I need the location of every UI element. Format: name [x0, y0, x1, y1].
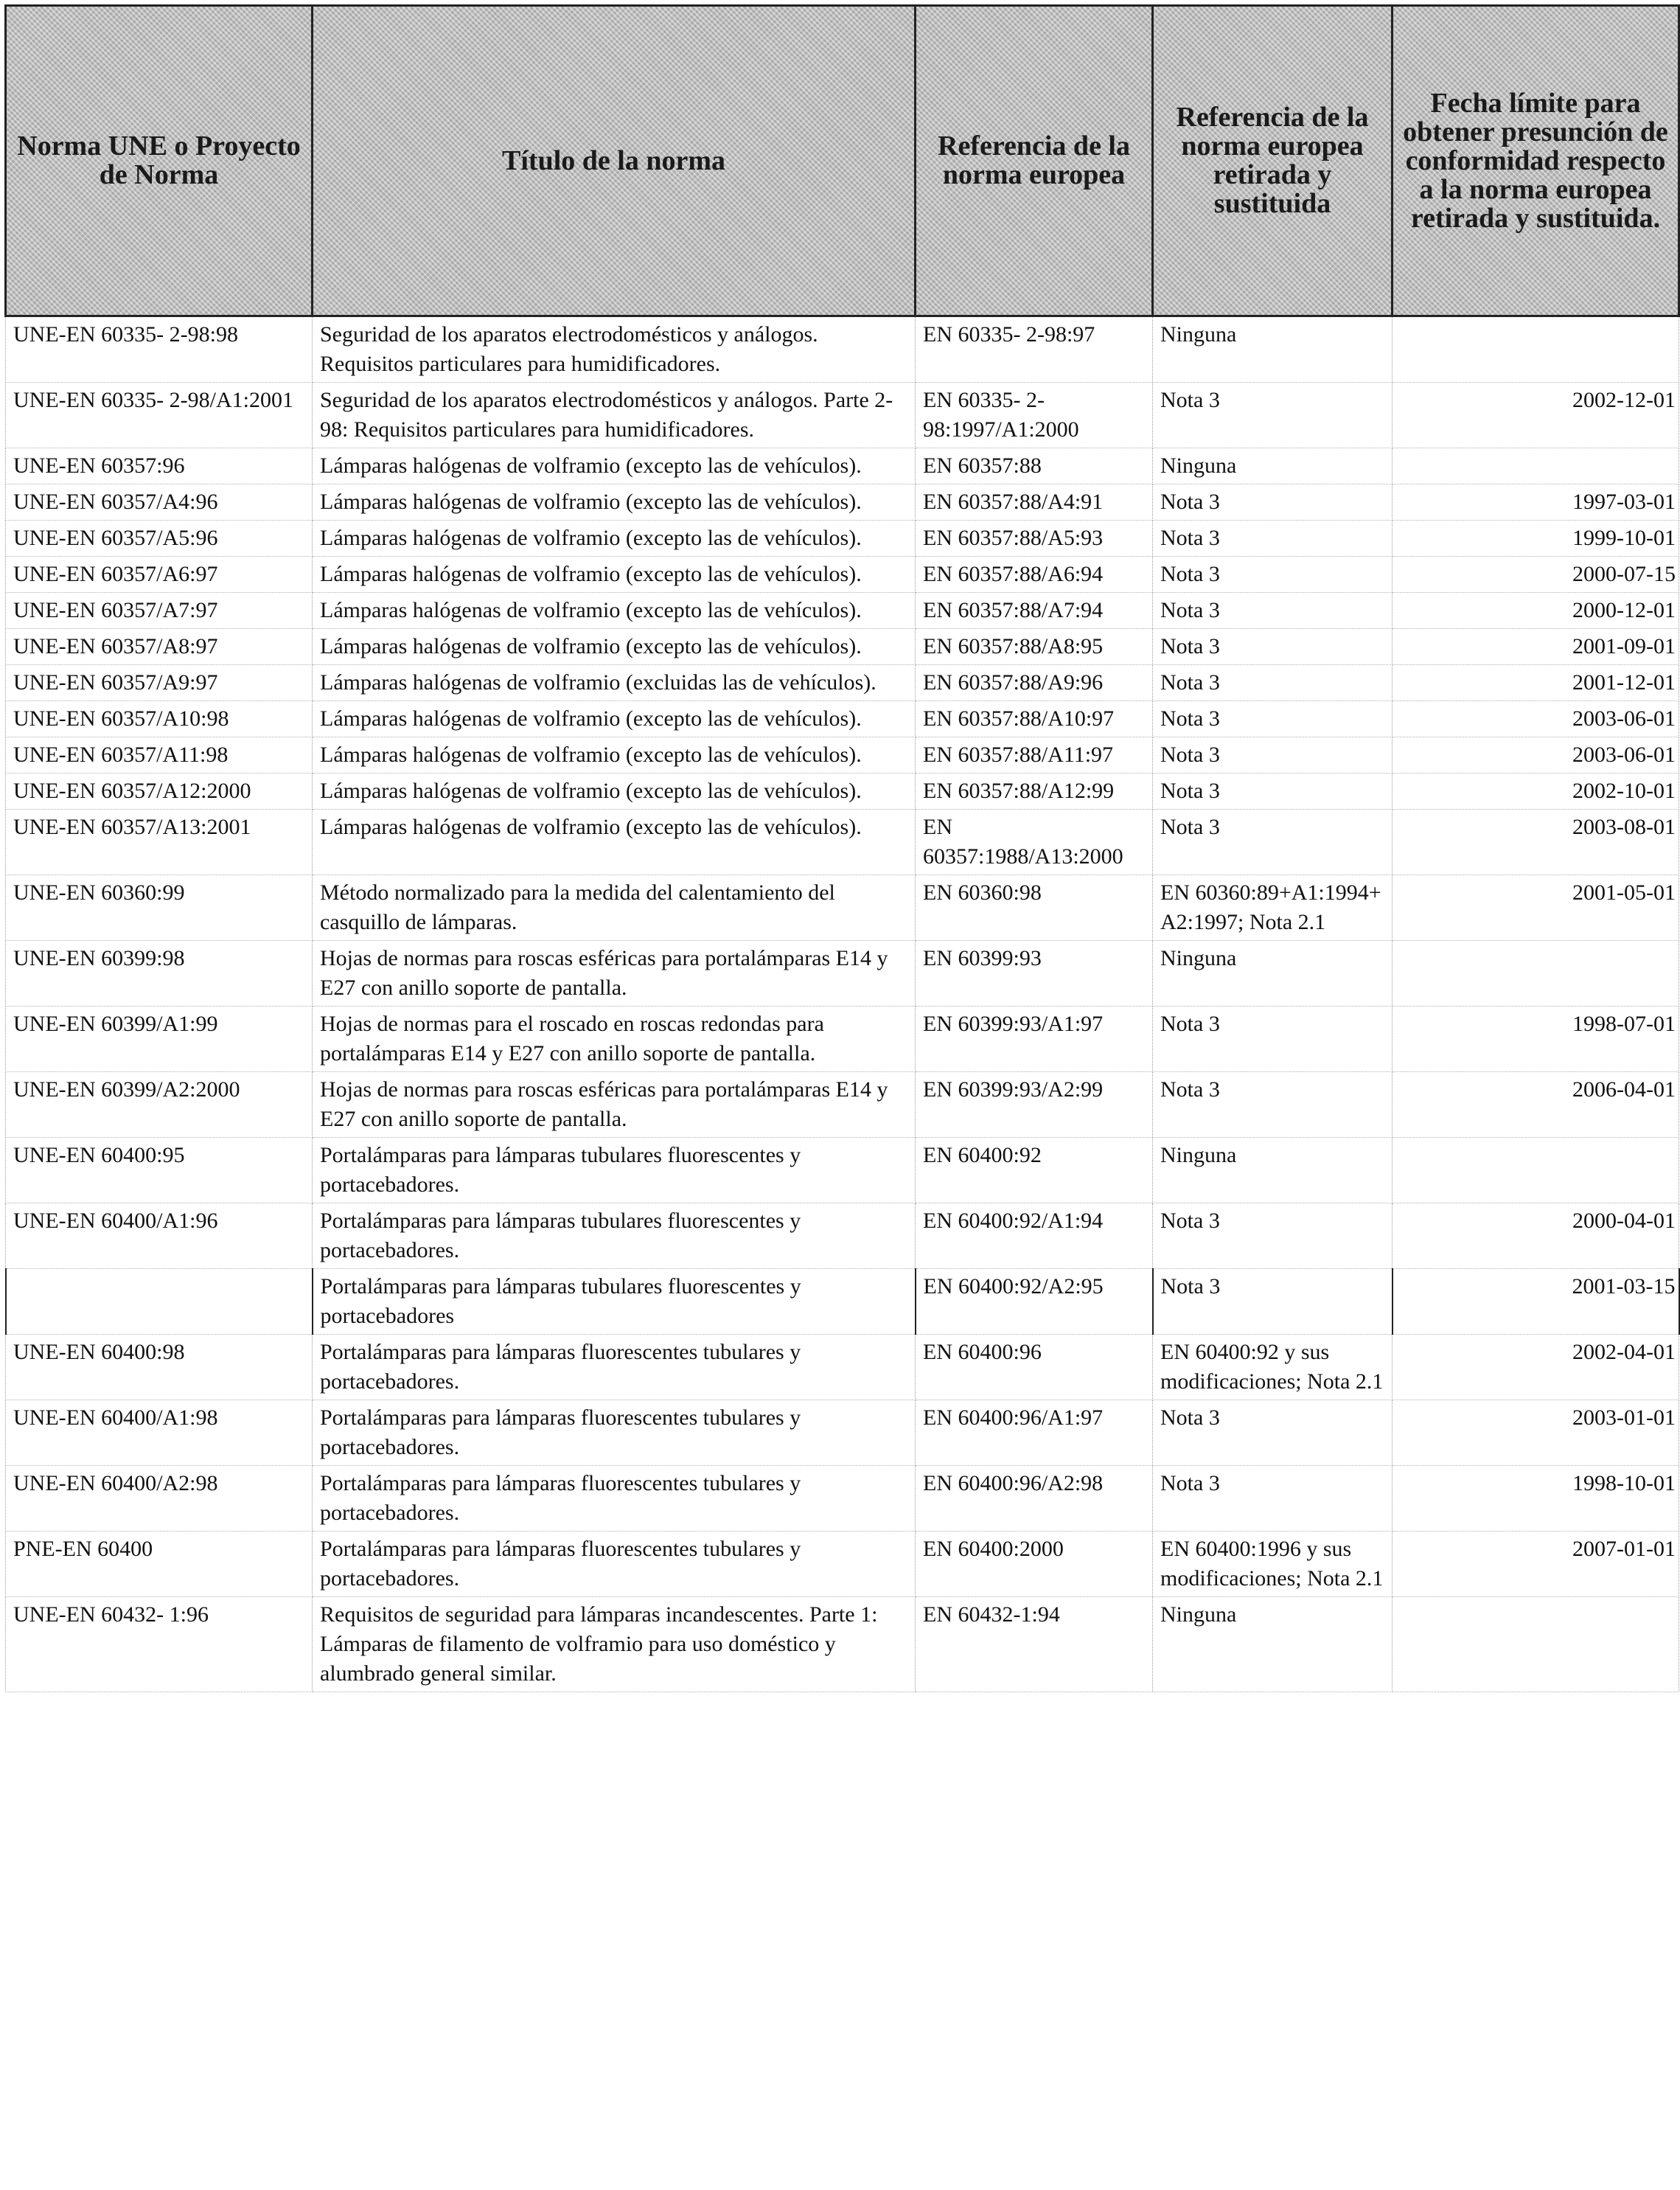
- retirada-cell: Ninguna: [1153, 316, 1393, 383]
- fecha-cell: 2001-03-15: [1393, 1269, 1679, 1335]
- titulo-cell: Portalámparas para lámparas tubulares fluorescentes y portacebadores.: [313, 1203, 916, 1269]
- fecha-cell: 2002-12-01: [1393, 383, 1679, 448]
- fecha-cell: 2007-01-01: [1393, 1532, 1679, 1597]
- referencia-cell: EN 60357:88/A4:91: [916, 484, 1153, 521]
- titulo-cell: Método normalizado para la medida del calentamiento del casquillo de lámparas.: [313, 875, 916, 941]
- fecha-cell: 2000-07-15: [1393, 557, 1679, 593]
- referencia-cell: EN 60335- 2-98:97: [916, 316, 1153, 383]
- table-row: [6, 1138, 1679, 1203]
- norma-cell: UNE-EN 60357:96: [6, 448, 313, 484]
- referencia-cell: EN 60335- 2-98:1997/A1:2000: [916, 383, 1153, 448]
- norma-cell: UNE-EN 60400:98: [6, 1335, 313, 1400]
- table-row: [6, 448, 1679, 484]
- fecha-cell: 2003-01-01: [1393, 1400, 1679, 1466]
- retirada-cell: Nota 3: [1153, 484, 1393, 521]
- referencia-cell: EN 60432-1:94: [916, 1597, 1153, 1692]
- referencia-cell: EN 60357:88: [916, 448, 1153, 484]
- table-row: [6, 1007, 1679, 1072]
- fecha-cell: 2000-12-01: [1393, 593, 1679, 629]
- norma-cell: UNE-EN 60432- 1:96: [6, 1597, 313, 1692]
- retirada-cell: Nota 3: [1153, 1203, 1393, 1269]
- retirada-cell: Nota 3: [1153, 383, 1393, 448]
- retirada-cell: Ninguna: [1153, 941, 1393, 1007]
- norma-cell: UNE-EN 60335- 2-98/A1:2001: [6, 383, 313, 448]
- fecha-cell: 1998-10-01: [1393, 1466, 1679, 1532]
- titulo-cell: Seguridad de los aparatos electrodomésticos y análogos. Requisitos particulares para humidificadores.: [313, 316, 916, 383]
- retirada-cell: Nota 3: [1153, 1400, 1393, 1466]
- header-referencia-retirada: Referencia de la norma europea retirada y sustituida: [1153, 6, 1393, 316]
- fecha-cell: [1393, 1138, 1679, 1203]
- retirada-cell: Nota 3: [1153, 1007, 1393, 1072]
- referencia-cell: EN 60400:2000: [916, 1532, 1153, 1597]
- referencia-cell: EN 60357:88/A9:96: [916, 665, 1153, 701]
- retirada-cell: Nota 3: [1153, 557, 1393, 593]
- retirada-cell: Nota 3: [1153, 521, 1393, 557]
- fecha-cell: 2002-04-01: [1393, 1335, 1679, 1400]
- table-row: [6, 629, 1679, 665]
- referencia-cell: EN 60400:96/A1:97: [916, 1400, 1153, 1466]
- norma-cell: UNE-EN 60400/A2:98: [6, 1466, 313, 1532]
- standards-table: [4, 4, 1680, 1692]
- titulo-cell: Lámparas halógenas de volframio (excepto las de vehículos).: [313, 774, 916, 810]
- retirada-cell: Nota 3: [1153, 737, 1393, 774]
- fecha-cell: [1393, 316, 1679, 383]
- norma-cell: UNE-EN 60400/A1:96: [6, 1203, 313, 1269]
- header-titulo: Título de la norma: [313, 6, 916, 316]
- fecha-cell: 2003-08-01: [1393, 810, 1679, 875]
- retirada-cell: Nota 3: [1153, 593, 1393, 629]
- header-norma-une: Norma UNE o Proyecto de Norma: [6, 6, 313, 316]
- norma-cell: UNE-EN 60360:99: [6, 875, 313, 941]
- referencia-cell: EN 60357:88/A5:93: [916, 521, 1153, 557]
- table-row: [6, 1335, 1679, 1400]
- table-row: [6, 737, 1679, 774]
- titulo-cell: Lámparas halógenas de volframio (excepto las de vehículos).: [313, 593, 916, 629]
- retirada-cell: Nota 3: [1153, 1072, 1393, 1138]
- norma-cell: UNE-EN 60399:98: [6, 941, 313, 1007]
- norma-cell: UNE-EN 60335- 2-98:98: [6, 316, 313, 383]
- titulo-cell: Hojas de normas para el roscado en roscas redondas para portalámparas E14 y E27 con anillo soporte de pantalla.: [313, 1007, 916, 1072]
- norma-cell: PNE-EN 60400: [6, 1532, 313, 1597]
- fecha-cell: [1393, 448, 1679, 484]
- table-row: [6, 1203, 1679, 1269]
- titulo-cell: Lámparas halógenas de volframio (excepto las de vehículos).: [313, 557, 916, 593]
- titulo-cell: Lámparas halógenas de volframio (excepto las de vehículos).: [313, 701, 916, 737]
- retirada-cell: Nota 3: [1153, 774, 1393, 810]
- table-row: [6, 1597, 1679, 1692]
- referencia-cell: EN 60399:93/A1:97: [916, 1007, 1153, 1072]
- norma-cell: UNE-EN 60357/A13:2001: [6, 810, 313, 875]
- fecha-cell: 1999-10-01: [1393, 521, 1679, 557]
- fecha-cell: 2001-05-01: [1393, 875, 1679, 941]
- referencia-cell: EN 60357:88/A10:97: [916, 701, 1153, 737]
- fecha-cell: 2002-10-01: [1393, 774, 1679, 810]
- table-row: [6, 810, 1679, 875]
- fecha-cell: 2003-06-01: [1393, 737, 1679, 774]
- retirada-cell: Nota 3: [1153, 1466, 1393, 1532]
- titulo-cell: Lámparas halógenas de volframio (excluidas las de vehículos).: [313, 665, 916, 701]
- retirada-cell: Nota 3: [1153, 701, 1393, 737]
- referencia-cell: EN 60400:96: [916, 1335, 1153, 1400]
- referencia-cell: EN 60357:88/A6:94: [916, 557, 1153, 593]
- titulo-cell: Portalámparas para lámparas fluorescentes tubulares y portacebadores.: [313, 1335, 916, 1400]
- table-row: [6, 1532, 1679, 1597]
- fecha-cell: 2003-06-01: [1393, 701, 1679, 737]
- norma-cell: [6, 1269, 313, 1335]
- referencia-cell: EN 60400:96/A2:98: [916, 1466, 1153, 1532]
- table-row: [6, 875, 1679, 941]
- fecha-cell: [1393, 941, 1679, 1007]
- titulo-cell: Lámparas halógenas de volframio (excepto las de vehículos).: [313, 448, 916, 484]
- norma-cell: UNE-EN 60357/A11:98: [6, 737, 313, 774]
- header-referencia-europea: Referencia de la norma europea: [916, 6, 1153, 316]
- fecha-cell: 2001-09-01: [1393, 629, 1679, 665]
- table-row: [6, 941, 1679, 1007]
- table-row: [6, 383, 1679, 448]
- norma-cell: UNE-EN 60357/A9:97: [6, 665, 313, 701]
- norma-cell: UNE-EN 60357/A12:2000: [6, 774, 313, 810]
- titulo-cell: Portalámparas para lámparas fluorescentes tubulares y portacebadores.: [313, 1400, 916, 1466]
- referencia-cell: EN 60399:93/A2:99: [916, 1072, 1153, 1138]
- norma-cell: UNE-EN 60400:95: [6, 1138, 313, 1203]
- table-row: [6, 665, 1679, 701]
- table-row: [6, 1072, 1679, 1138]
- table-row: [6, 1400, 1679, 1466]
- referencia-cell: EN 60360:98: [916, 875, 1153, 941]
- referencia-cell: EN 60357:88/A7:94: [916, 593, 1153, 629]
- norma-cell: UNE-EN 60400/A1:98: [6, 1400, 313, 1466]
- table-row: [6, 1269, 1679, 1335]
- table-row: [6, 521, 1679, 557]
- titulo-cell: Portalámparas para lámparas tubulares fluorescentes y portacebadores: [313, 1269, 916, 1335]
- fecha-cell: 1997-03-01: [1393, 484, 1679, 521]
- retirada-cell: Ninguna: [1153, 1138, 1393, 1203]
- titulo-cell: Portalámparas para lámparas fluorescentes tubulares y portacebadores.: [313, 1532, 916, 1597]
- norma-cell: UNE-EN 60357/A6:97: [6, 557, 313, 593]
- titulo-cell: Lámparas halógenas de volframio (excepto las de vehículos).: [313, 629, 916, 665]
- retirada-cell: EN 60360:89+A1:1994+ A2:1997; Nota 2.1: [1153, 875, 1393, 941]
- titulo-cell: Seguridad de los aparatos electrodomésticos y análogos. Parte 2-98: Requisitos particulares para humidificadores.: [313, 383, 916, 448]
- titulo-cell: Lámparas halógenas de volframio (excepto las de vehículos).: [313, 484, 916, 521]
- fecha-cell: 2001-12-01: [1393, 665, 1679, 701]
- referencia-cell: EN 60357:88/A11:97: [916, 737, 1153, 774]
- titulo-cell: Portalámparas para lámparas fluorescentes tubulares y portacebadores.: [313, 1466, 916, 1532]
- table-header: [6, 6, 1679, 316]
- norma-cell: UNE-EN 60357/A10:98: [6, 701, 313, 737]
- referencia-cell: EN 60400:92/A1:94: [916, 1203, 1153, 1269]
- retirada-cell: Nota 3: [1153, 629, 1393, 665]
- retirada-cell: Ninguna: [1153, 1597, 1393, 1692]
- referencia-cell: EN 60399:93: [916, 941, 1153, 1007]
- referencia-cell: EN 60357:88/A12:99: [916, 774, 1153, 810]
- titulo-cell: Lámparas halógenas de volframio (excepto las de vehículos).: [313, 521, 916, 557]
- norma-cell: UNE-EN 60399/A2:2000: [6, 1072, 313, 1138]
- norma-cell: UNE-EN 60357/A5:96: [6, 521, 313, 557]
- header-row: [6, 6, 1679, 316]
- referencia-cell: EN 60357:1988/A13:2000: [916, 810, 1153, 875]
- titulo-cell: Lámparas halógenas de volframio (excepto las de vehículos).: [313, 810, 916, 875]
- fecha-cell: 2006-04-01: [1393, 1072, 1679, 1138]
- fecha-cell: [1393, 1597, 1679, 1692]
- table-row: [6, 593, 1679, 629]
- titulo-cell: Lámparas halógenas de volframio (excepto las de vehículos).: [313, 737, 916, 774]
- fecha-cell: 2000-04-01: [1393, 1203, 1679, 1269]
- titulo-cell: Requisitos de seguridad para lámparas incandescentes. Parte 1: Lámparas de filamento de volframio para uso doméstico y alumbrado general similar.: [313, 1597, 916, 1692]
- table-row: [6, 1466, 1679, 1532]
- table-body: [6, 316, 1679, 1692]
- table-row: [6, 316, 1679, 383]
- retirada-cell: EN 60400:1996 y sus modificaciones; Nota 2.1: [1153, 1532, 1393, 1597]
- retirada-cell: Ninguna: [1153, 448, 1393, 484]
- fecha-cell: 1998-07-01: [1393, 1007, 1679, 1072]
- norma-cell: UNE-EN 60357/A7:97: [6, 593, 313, 629]
- norma-cell: UNE-EN 60357/A4:96: [6, 484, 313, 521]
- referencia-cell: EN 60357:88/A8:95: [916, 629, 1153, 665]
- titulo-cell: Portalámparas para lámparas tubulares fluorescentes y portacebadores.: [313, 1138, 916, 1203]
- table-row: [6, 774, 1679, 810]
- retirada-cell: Nota 3: [1153, 810, 1393, 875]
- table-row: [6, 557, 1679, 593]
- table-row: [6, 484, 1679, 521]
- titulo-cell: Hojas de normas para roscas esféricas para portalámparas E14 y E27 con anillo soporte de pantalla.: [313, 941, 916, 1007]
- table-row: [6, 701, 1679, 737]
- retirada-cell: Nota 3: [1153, 665, 1393, 701]
- retirada-cell: Nota 3: [1153, 1269, 1393, 1335]
- referencia-cell: EN 60400:92/A2:95: [916, 1269, 1153, 1335]
- header-fecha-limite: Fecha límite para obtener presunción de conformidad respecto a la norma europea retirada y sustituida.: [1393, 6, 1679, 316]
- norma-cell: UNE-EN 60357/A8:97: [6, 629, 313, 665]
- norma-cell: UNE-EN 60399/A1:99: [6, 1007, 313, 1072]
- titulo-cell: Hojas de normas para roscas esféricas para portalámparas E14 y E27 con anillo soporte de pantalla.: [313, 1072, 916, 1138]
- retirada-cell: EN 60400:92 y sus modificaciones; Nota 2.1: [1153, 1335, 1393, 1400]
- referencia-cell: EN 60400:92: [916, 1138, 1153, 1203]
